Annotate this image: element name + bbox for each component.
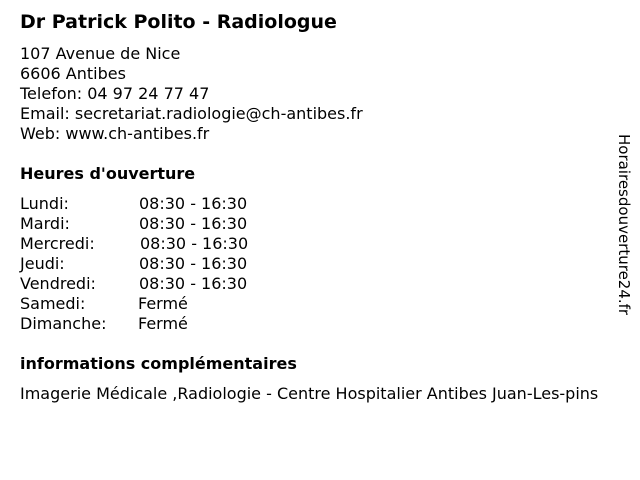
day-label: Lundi: bbox=[20, 194, 69, 213]
opening-hours-heading: Heures d'ouverture bbox=[20, 164, 196, 183]
day-label: Dimanche: bbox=[20, 314, 107, 333]
day-hours: 08:30 - 16:30 bbox=[139, 214, 248, 233]
email-address: Email: secretariat.radiologie@ch-antibes.fr bbox=[20, 104, 363, 123]
day-hours: 08:30 - 16:30 bbox=[139, 194, 248, 213]
additional-info-heading: informations complémentaires bbox=[20, 354, 297, 373]
website: Web: www.ch-antibes.fr bbox=[20, 124, 210, 143]
watermark bbox=[612, 134, 636, 344]
day-hours: 08:30 - 16:30 bbox=[139, 274, 248, 293]
day-label: Jeudi: bbox=[20, 254, 65, 273]
page-title: Dr Patrick Polito - Radiologue bbox=[20, 11, 337, 33]
phone-number: Telefon: 04 97 24 77 47 bbox=[20, 84, 210, 103]
day-label: Mardi: bbox=[20, 214, 70, 233]
additional-info-text: Imagerie Médicale ,Radiologie - Centre Hospitalier Antibes Juan-Les-pins bbox=[20, 384, 599, 403]
city-address: 6606 Antibes bbox=[20, 64, 126, 83]
day-label: Mercredi: bbox=[20, 234, 95, 253]
day-hours: 08:30 - 16:30 bbox=[139, 254, 248, 273]
street-address: 107 Avenue de Nice bbox=[20, 44, 181, 63]
day-hours: Fermé bbox=[138, 314, 188, 333]
day-label: Samedi: bbox=[20, 294, 86, 313]
day-label: Vendredi: bbox=[20, 274, 96, 293]
day-hours: 08:30 - 16:30 bbox=[140, 234, 249, 253]
watermark-text: Horairesdouverture24.fr bbox=[615, 134, 633, 316]
day-hours: Fermé bbox=[138, 294, 188, 313]
contact-block bbox=[20, 44, 363, 144]
